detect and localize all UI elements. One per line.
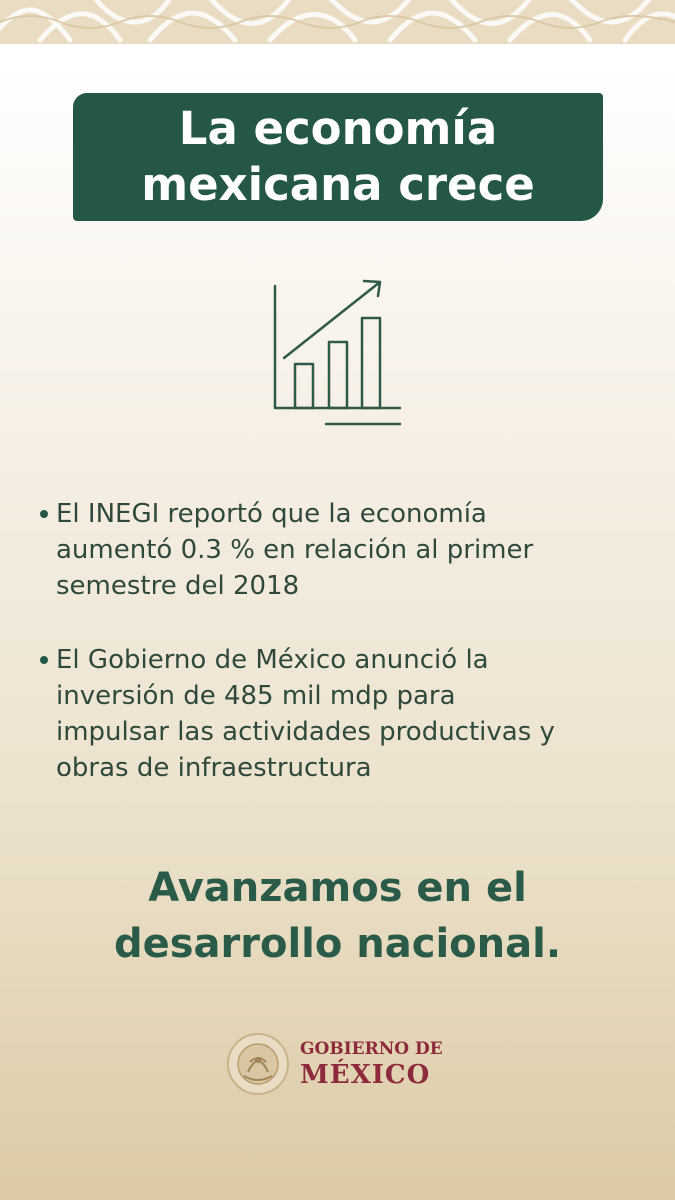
national-seal-icon [226,1032,290,1096]
title-line-2: mexicana crece [141,158,535,211]
gobierno-de-mexico-logo [226,1030,456,1098]
bullet-text-line: El INEGI reportó que la economía [56,499,487,529]
bullet-text-line: impulsar las actividades productivas y [56,717,555,747]
bullet-text-line: El Gobierno de México anunció la [56,645,489,675]
bullet-item [40,496,650,604]
closing-line-1: Avanzamos en el [148,865,527,911]
bullet-list [40,496,650,824]
bullet-text-line: obras de infraestructura [56,753,372,783]
bullet-dot [40,510,48,518]
title-line-1: La economía [178,102,498,155]
growth-bar-chart-icon [268,272,408,434]
gov-line-2: MÉXICO [300,1060,431,1090]
bullet-text-line: semestre del 2018 [56,571,300,601]
bullet-item [40,642,650,786]
bullet-text-line: inversión de 485 mil mdp para [56,681,456,711]
gov-wordmark [300,1038,443,1090]
gov-line-1: GOBIERNO DE [300,1039,443,1059]
bullet-text-line: aumentó 0.3 % en relación al primer [56,535,534,565]
bullet-dot [40,656,48,664]
title-banner [73,93,603,221]
closing-line-2: desarrollo nacional. [113,921,562,967]
decorative-pattern-band [0,0,675,44]
closing-statement [0,860,675,972]
